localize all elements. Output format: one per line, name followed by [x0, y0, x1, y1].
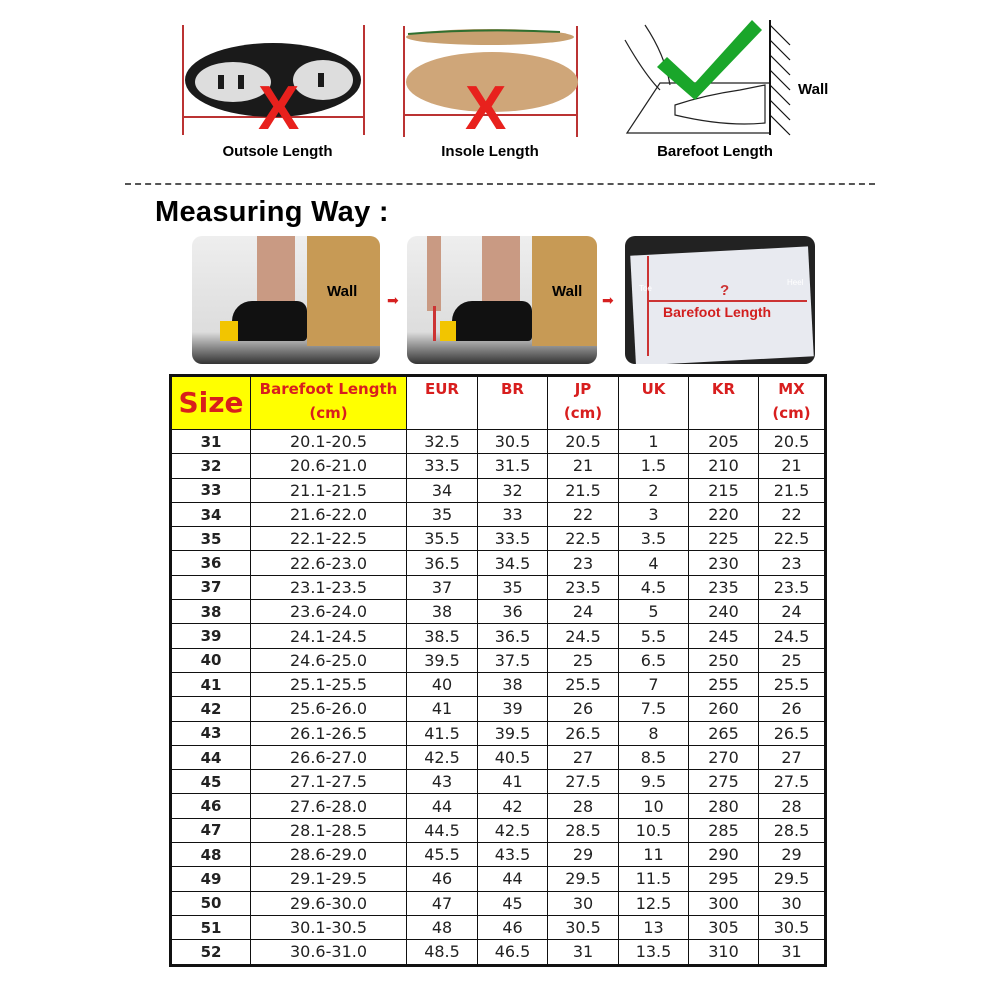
cell-br: 35 [478, 575, 548, 599]
cell-kr: 285 [689, 818, 759, 842]
cell-jp: 28 [548, 794, 619, 818]
cell-kr: 305 [689, 915, 759, 939]
cell-barefoot-length: 30.1-30.5 [251, 915, 407, 939]
header-kr: KR [689, 376, 759, 430]
cell-barefoot-length: 25.1-25.5 [251, 672, 407, 696]
cell-size: 31 [171, 430, 251, 454]
barefoot-panel [615, 15, 815, 140]
cell-eur: 44.5 [407, 818, 478, 842]
cell-jp: 29 [548, 843, 619, 867]
cell-kr: 295 [689, 867, 759, 891]
cell-barefoot-length: 29.6-30.0 [251, 891, 407, 915]
cell-jp: 31 [548, 940, 619, 965]
step1-wall-label: Wall [327, 283, 358, 300]
cell-jp: 25.5 [548, 672, 619, 696]
cell-uk: 8 [619, 721, 689, 745]
cell-barefoot-length: 21.6-22.0 [251, 502, 407, 526]
cell-barefoot-length: 26.1-26.5 [251, 721, 407, 745]
insole-x-mark: X [465, 74, 507, 143]
wall-label: Wall [798, 81, 829, 98]
cell-uk: 4 [619, 551, 689, 575]
header-jp: JP (cm) [548, 376, 619, 430]
cell-eur: 44 [407, 794, 478, 818]
cell-br: 36.5 [478, 624, 548, 648]
cell-uk: 13.5 [619, 940, 689, 965]
header-uk: UK [619, 376, 689, 430]
cell-jp: 22 [548, 502, 619, 526]
cell-mx: 21 [759, 454, 826, 478]
table-row [171, 575, 826, 599]
cell-kr: 245 [689, 624, 759, 648]
cell-jp: 28.5 [548, 818, 619, 842]
cell-uk: 7.5 [619, 697, 689, 721]
table-row [171, 891, 826, 915]
cell-kr: 240 [689, 600, 759, 624]
table-row [171, 697, 826, 721]
paper-barefoot-label: Barefoot Length [663, 304, 772, 320]
cell-kr: 270 [689, 745, 759, 769]
cell-barefoot-length: 20.1-20.5 [251, 430, 407, 454]
measuring-way-title: Measuring Way : [155, 196, 389, 228]
table-row [171, 527, 826, 551]
cell-br: 38 [478, 672, 548, 696]
checkmark-icon [657, 20, 762, 100]
cell-jp: 24 [548, 600, 619, 624]
section-divider [125, 183, 875, 185]
cell-barefoot-length: 24.6-25.0 [251, 648, 407, 672]
cell-size: 38 [171, 600, 251, 624]
table-row [171, 551, 826, 575]
cell-barefoot-length: 23.1-23.5 [251, 575, 407, 599]
step1-photo [192, 236, 380, 364]
cell-uk: 5.5 [619, 624, 689, 648]
cell-barefoot-length: 25.6-26.0 [251, 697, 407, 721]
cell-kr: 205 [689, 430, 759, 454]
table-row [171, 430, 826, 454]
cell-size: 37 [171, 575, 251, 599]
table-row [171, 721, 826, 745]
cell-mx: 27.5 [759, 770, 826, 794]
cell-mx: 24.5 [759, 624, 826, 648]
cell-kr: 300 [689, 891, 759, 915]
cell-eur: 33.5 [407, 454, 478, 478]
hand-shape [427, 236, 441, 311]
cell-size: 36 [171, 551, 251, 575]
cell-size: 47 [171, 818, 251, 842]
cell-kr: 265 [689, 721, 759, 745]
cell-br: 45 [478, 891, 548, 915]
outsole-label: Outsole Length [222, 143, 333, 160]
cell-uk: 8.5 [619, 745, 689, 769]
cell-size: 50 [171, 891, 251, 915]
cell-barefoot-length: 27.1-27.5 [251, 770, 407, 794]
cell-uk: 11 [619, 843, 689, 867]
cell-mx: 22.5 [759, 527, 826, 551]
yellow-block [220, 321, 238, 341]
cell-jp: 26 [548, 697, 619, 721]
cell-kr: 220 [689, 502, 759, 526]
cell-br: 39 [478, 697, 548, 721]
cell-uk: 11.5 [619, 867, 689, 891]
cell-br: 37.5 [478, 648, 548, 672]
cell-br: 46 [478, 915, 548, 939]
table-row [171, 818, 826, 842]
leg-shape [482, 236, 520, 306]
cell-br: 40.5 [478, 745, 548, 769]
heel-label: Heel [787, 278, 804, 287]
measure-line [647, 300, 807, 302]
cell-eur: 34 [407, 478, 478, 502]
cell-barefoot-length: 24.1-24.5 [251, 624, 407, 648]
cell-jp: 26.5 [548, 721, 619, 745]
cell-mx: 30.5 [759, 915, 826, 939]
cell-size: 46 [171, 794, 251, 818]
cell-size: 42 [171, 697, 251, 721]
cell-jp: 22.5 [548, 527, 619, 551]
cell-size: 40 [171, 648, 251, 672]
cell-br: 34.5 [478, 551, 548, 575]
table-row [171, 502, 826, 526]
yellow-block [440, 321, 456, 341]
cell-eur: 45.5 [407, 843, 478, 867]
cell-uk: 10 [619, 794, 689, 818]
cell-eur: 48.5 [407, 940, 478, 965]
cell-kr: 290 [689, 843, 759, 867]
cell-mx: 23.5 [759, 575, 826, 599]
cell-br: 36 [478, 600, 548, 624]
cell-eur: 48 [407, 915, 478, 939]
cell-size: 35 [171, 527, 251, 551]
cell-size: 39 [171, 624, 251, 648]
cell-mx: 25 [759, 648, 826, 672]
cell-br: 46.5 [478, 940, 548, 965]
cell-kr: 250 [689, 648, 759, 672]
cell-mx: 28 [759, 794, 826, 818]
cell-kr: 230 [689, 551, 759, 575]
table-row [171, 478, 826, 502]
cell-jp: 30.5 [548, 915, 619, 939]
cell-eur: 46 [407, 867, 478, 891]
cell-uk: 1.5 [619, 454, 689, 478]
cell-br: 44 [478, 867, 548, 891]
cell-uk: 4.5 [619, 575, 689, 599]
table-row [171, 454, 826, 478]
table-row [171, 770, 826, 794]
cell-eur: 35.5 [407, 527, 478, 551]
cell-barefoot-length: 28.1-28.5 [251, 818, 407, 842]
table-row [171, 867, 826, 891]
question-mark: ? [720, 282, 730, 299]
cell-br: 31.5 [478, 454, 548, 478]
table-row [171, 600, 826, 624]
size-chart-table [169, 374, 827, 967]
cell-size: 49 [171, 867, 251, 891]
cell-mx: 24 [759, 600, 826, 624]
cell-barefoot-length: 20.6-21.0 [251, 454, 407, 478]
cell-kr: 260 [689, 697, 759, 721]
cell-br: 43.5 [478, 843, 548, 867]
cell-jp: 24.5 [548, 624, 619, 648]
cell-jp: 27 [548, 745, 619, 769]
arrow-icon: ➡ [602, 292, 614, 308]
cell-barefoot-length: 26.6-27.0 [251, 745, 407, 769]
cell-uk: 7 [619, 672, 689, 696]
cell-jp: 30 [548, 891, 619, 915]
cell-kr: 235 [689, 575, 759, 599]
cell-br: 42.5 [478, 818, 548, 842]
cell-mx: 31 [759, 940, 826, 965]
cell-barefoot-length: 29.1-29.5 [251, 867, 407, 891]
header-size: Size [171, 376, 251, 430]
cell-jp: 25 [548, 648, 619, 672]
cell-size: 45 [171, 770, 251, 794]
table-row [171, 915, 826, 939]
cell-size: 34 [171, 502, 251, 526]
toe-label: Toe [639, 284, 652, 293]
cell-kr: 275 [689, 770, 759, 794]
cell-kr: 255 [689, 672, 759, 696]
cell-eur: 32.5 [407, 430, 478, 454]
header-eur: EUR [407, 376, 478, 430]
cell-kr: 310 [689, 940, 759, 965]
toe-line [647, 256, 649, 356]
cell-br: 30.5 [478, 430, 548, 454]
cell-br: 32 [478, 478, 548, 502]
cell-eur: 38.5 [407, 624, 478, 648]
cell-size: 41 [171, 672, 251, 696]
cell-uk: 9.5 [619, 770, 689, 794]
cell-barefoot-length: 27.6-28.0 [251, 794, 407, 818]
sock-shape [452, 301, 532, 341]
cell-size: 32 [171, 454, 251, 478]
cell-br: 42 [478, 794, 548, 818]
cell-barefoot-length: 23.6-24.0 [251, 600, 407, 624]
cell-eur: 43 [407, 770, 478, 794]
cell-mx: 29.5 [759, 867, 826, 891]
cell-jp: 29.5 [548, 867, 619, 891]
cell-uk: 5 [619, 600, 689, 624]
cell-mx: 21.5 [759, 478, 826, 502]
table-row [171, 794, 826, 818]
cell-barefoot-length: 22.6-23.0 [251, 551, 407, 575]
cell-br: 33 [478, 502, 548, 526]
cell-eur: 35 [407, 502, 478, 526]
cell-eur: 40 [407, 672, 478, 696]
insole-label: Insole Length [441, 143, 539, 160]
header-barefoot-length: Barefoot Length (cm) [251, 376, 407, 430]
cell-uk: 2 [619, 478, 689, 502]
cell-mx: 27 [759, 745, 826, 769]
cell-eur: 37 [407, 575, 478, 599]
cell-jp: 21.5 [548, 478, 619, 502]
cell-jp: 20.5 [548, 430, 619, 454]
cell-mx: 26.5 [759, 721, 826, 745]
cell-size: 48 [171, 843, 251, 867]
cell-size: 43 [171, 721, 251, 745]
cell-uk: 3.5 [619, 527, 689, 551]
table-row [171, 940, 826, 965]
cell-kr: 280 [689, 794, 759, 818]
table-row [171, 745, 826, 769]
sock-shape [232, 301, 307, 341]
cell-mx: 29 [759, 843, 826, 867]
cell-size: 33 [171, 478, 251, 502]
cell-mx: 23 [759, 551, 826, 575]
arrow-icon: ➡ [387, 292, 399, 308]
cell-eur: 42.5 [407, 745, 478, 769]
cell-barefoot-length: 30.6-31.0 [251, 940, 407, 965]
outsole-x-mark: X [258, 74, 300, 143]
cell-eur: 36.5 [407, 551, 478, 575]
cell-size: 44 [171, 745, 251, 769]
cell-jp: 21 [548, 454, 619, 478]
table-row [171, 672, 826, 696]
table-row [171, 624, 826, 648]
cell-uk: 1 [619, 430, 689, 454]
table-row [171, 843, 826, 867]
cell-jp: 23.5 [548, 575, 619, 599]
cell-uk: 12.5 [619, 891, 689, 915]
cell-eur: 39.5 [407, 648, 478, 672]
step3-photo [625, 236, 815, 364]
header-row [171, 376, 826, 430]
cell-uk: 6.5 [619, 648, 689, 672]
cell-barefoot-length: 28.6-29.0 [251, 843, 407, 867]
table-row [171, 648, 826, 672]
cell-mx: 25.5 [759, 672, 826, 696]
cell-size: 52 [171, 940, 251, 965]
header-br: BR [478, 376, 548, 430]
cell-eur: 41.5 [407, 721, 478, 745]
cell-br: 41 [478, 770, 548, 794]
cell-mx: 26 [759, 697, 826, 721]
cell-eur: 38 [407, 600, 478, 624]
cell-barefoot-length: 22.1-22.5 [251, 527, 407, 551]
cell-mx: 28.5 [759, 818, 826, 842]
cell-kr: 225 [689, 527, 759, 551]
cell-barefoot-length: 21.1-21.5 [251, 478, 407, 502]
barefoot-label: Barefoot Length [657, 143, 773, 160]
barefoot-drawing-icon [615, 15, 815, 140]
cell-br: 33.5 [478, 527, 548, 551]
cell-uk: 3 [619, 502, 689, 526]
cell-mx: 22 [759, 502, 826, 526]
cell-uk: 13 [619, 915, 689, 939]
step2-wall-label: Wall [552, 283, 583, 300]
step2-photo [407, 236, 597, 364]
cell-mx: 20.5 [759, 430, 826, 454]
cell-mx: 30 [759, 891, 826, 915]
cell-jp: 27.5 [548, 770, 619, 794]
cell-br: 39.5 [478, 721, 548, 745]
cell-eur: 47 [407, 891, 478, 915]
cell-jp: 23 [548, 551, 619, 575]
cell-uk: 10.5 [619, 818, 689, 842]
cell-eur: 41 [407, 697, 478, 721]
leg-shape [257, 236, 295, 306]
header-mx: MX (cm) [759, 376, 826, 430]
cell-kr: 215 [689, 478, 759, 502]
cell-kr: 210 [689, 454, 759, 478]
pencil-shape [433, 306, 436, 341]
cell-size: 51 [171, 915, 251, 939]
